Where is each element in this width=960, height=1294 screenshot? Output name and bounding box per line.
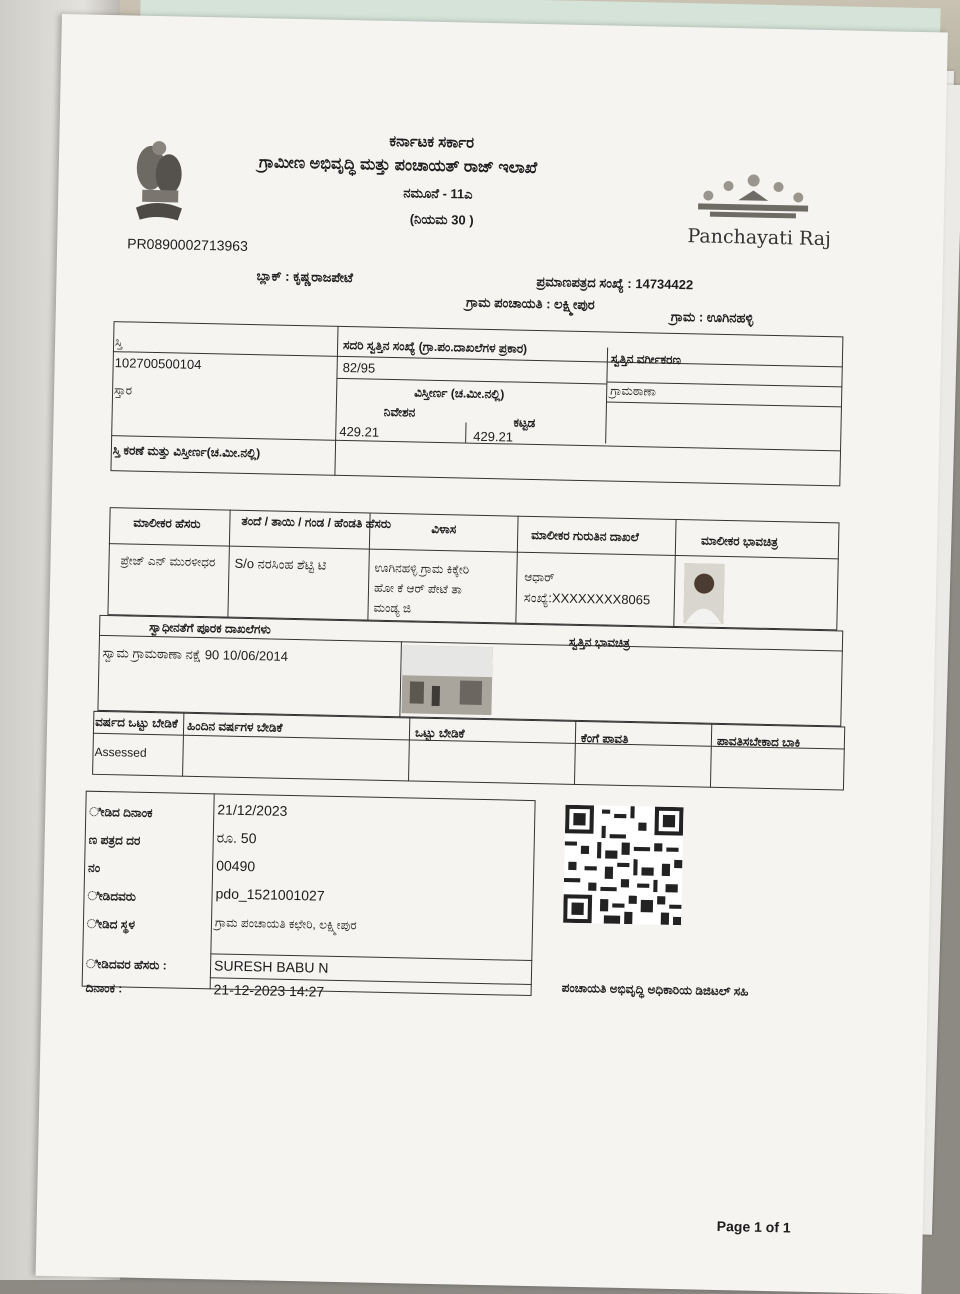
tax-header-total: ಒಟ್ಟು ಬೇಡಿಕೆ: [414, 725, 465, 741]
relation-header: ತಂದೆ / ತಾಯಿ / ಗಂಡ / ಹೆಂಡತಿ ಹೆಸರು: [241, 513, 392, 532]
certificate-page: [36, 14, 948, 1294]
owner-relation: S/o ನರಸಿಂಹ ಶೆಟ್ಟಿ ಟಿ: [234, 555, 327, 573]
issue-row-label: ನಂ: [87, 860, 101, 875]
site-label: ನಿವೇಶನ: [383, 404, 416, 420]
certificate-number: ಪ್ರಮಾಣಪತ್ರದ ಸಂಖ್ಯೆ : 14734422: [536, 273, 694, 293]
property-photo-label: ಸ್ವತ್ತಿನ ಭಾವಚಿತ್ರ: [568, 634, 631, 651]
taluk: ಬ್ಲಾಕ್ : ಕೃಷ್ಣರಾಜಪೇಟೆ: [256, 268, 354, 286]
property-id-label: ಸ್ತಿ: [114, 335, 123, 350]
digital-signature-label: ಪಂಚಾಯತಿ ಅಭಿವೃದ್ಧಿ ಅಧಿಕಾರಿಯ ಡಿಜಿಟಲ್ ಸಹಿ: [561, 980, 749, 999]
classification-value: ಗ್ರಾಮಠಾಣಾ: [610, 383, 657, 399]
building-label: ಕಟ್ಟಡ: [513, 415, 536, 430]
issue-row-label: ೀಡಿದ ಸ್ಥಳ: [86, 916, 136, 932]
issue-row-value: 00490: [216, 857, 256, 875]
owner-name: ಪ್ರೇಜ್ ಎನ್ ಮುರಳೀಧರ: [120, 553, 216, 570]
owner-photo: [683, 563, 724, 624]
issue-row-label: ೀಡಿದವರು: [87, 888, 137, 904]
issue-row-value: ಗ್ರಾಮ ಪಂಚಾಯತಿ ಕಛೇರಿ, ಲಕ್ಷ್ಮೀಪುರ: [214, 915, 357, 933]
property-number-label: ಸದರಿ ಸ್ವತ್ತಿನ ಸಂಖ್ಯೆ (ಗ್ರಾ.ಪಂ.ದಾಖಲೆಗಳ ಪ್ರಕಾರ): [342, 337, 528, 356]
gram-panchayat: ಗ್ರಾಮ ಪಂಚಾಯತಿ : ಲಕ್ಷ್ಮೀಪುರ: [465, 294, 595, 313]
tax-header-paid: ಕೆಂಗೆ ಪಾವತಿ: [580, 731, 629, 747]
issue-row-value: 21-12-2023 14:27: [213, 981, 325, 1000]
building-value: 429.21: [473, 428, 514, 445]
property-number-value: 82/95: [342, 359, 376, 376]
property-id-value: 102700500104: [114, 355, 202, 372]
id-doc-header: ಮಾಲೀಕರ ಗುರುತಿನ ದಾಖಲೆ: [531, 527, 639, 545]
supporting-docs-label: ಸ್ವಾಧೀನತೆಗೆ ಪೂರಕ ದಾಖಲೆಗಳು: [149, 619, 271, 637]
tax-header-annual: ವರ್ಷದ ಒಟ್ಟು ಬೇಡಿಕೆ: [95, 714, 178, 731]
property-id: PR0890002713963: [127, 235, 249, 254]
row3-label: ಸ್ತಾರ: [113, 383, 133, 398]
owner-address-3: ಮಂಡ್ಯ ಜಿ: [373, 600, 412, 616]
owner-address-1: ಊಗಿನಹಳ್ಳಿ ಗ್ರಾಮ ಕಿಕ್ಕೇರಿ: [374, 560, 470, 577]
issue-row-label: ಣ ಪತ್ರದ ದರ: [88, 832, 141, 848]
property-photo: [401, 645, 492, 715]
total-area-label: ಸ್ತಿ ಕರಣೆ ಮತ್ತು ವಿಸ್ತೀರ್ಣ(ಚ.ಮೀ.ನಲ್ಲಿ): [112, 443, 261, 461]
owner-table: [107, 507, 839, 630]
supporting-docs-value: ಸ್ವಾಮ ಗ್ರಾಮಠಾಣಾ ನಕ್ಷೆ 90 10/06/2014: [102, 644, 289, 664]
issue-row-value: pdo_1521001027: [215, 885, 325, 904]
issue-row-value: 21/12/2023: [217, 801, 288, 819]
address-header: ವಿಳಾಸ: [431, 521, 457, 537]
issue-row-value: SURESH BABU N: [213, 957, 329, 976]
classification-label: ಸ್ವತ್ತಿನ ವರ್ಗೀಕರಣ: [610, 351, 682, 368]
tax-header-balance: ಪಾವತಿಸಬೇಕಾದ ಬಾಕಿ: [716, 733, 801, 750]
owner-name-header: ಮಾಲೀಕರ ಹೆಸರು: [133, 515, 201, 532]
form-number: ನಮೂನೆ - 11ಎ: [403, 185, 473, 202]
panchayati-raj-logo-icon: [688, 165, 819, 228]
logo-text: Panchayati Raj: [687, 225, 832, 251]
owner-id-number: ಸಂಖ್ಯೆ:XXXXXXXX8065: [523, 589, 651, 608]
department-title: ಗ್ರಾಮೀಣ ಅಭಿವೃದ್ಧಿ ಮತ್ತು ಪಂಚಾಯತ್ ರಾಜ್ ಇಲಾಖೆ: [258, 154, 538, 177]
owner-id-type: ಆಧಾರ್: [524, 569, 555, 585]
state-title: ಕರ್ನಾಟಕ ಸರ್ಕಾರ: [389, 132, 475, 152]
tax-annual-value: Assessed: [94, 744, 147, 760]
area-label: ವಿಸ್ತೀರ್ಣ (ಚ.ಮೀ.ನಲ್ಲಿ): [414, 385, 505, 402]
issue-row-value: ರೂ. 50: [216, 829, 257, 847]
page-number: Page 1 of 1: [716, 1217, 791, 1236]
tax-header-previous: ಹಿಂದಿನ ವರ್ಷಗಳ ಬೇಡಿಕೆ: [186, 718, 283, 735]
issue-row-label: ೀಡಿದ ದಿನಾಂಕ: [89, 804, 153, 821]
state-emblem-icon: [127, 127, 191, 236]
owner-address-2: ಹೋ ಕೆ ಆರ್ ಪೇಟೆ ತಾ: [373, 580, 463, 597]
qr-code-icon: [563, 805, 683, 925]
site-value: 429.21: [339, 423, 380, 440]
village: ಗ್ರಾಮ : ಊಗಿನಹಳ್ಳಿ: [670, 308, 754, 326]
issue-row-label: ೀಡಿದವರ ಹೆಸರು :: [85, 956, 167, 973]
rule-number: (ನಿಯಮ 30 ): [409, 211, 474, 228]
issue-row-label: ದಿನಾಂಕ :: [85, 980, 123, 996]
owner-photo-header: ಮಾಲೀಕರ ಭಾವಚಿತ್ರ: [700, 533, 779, 550]
